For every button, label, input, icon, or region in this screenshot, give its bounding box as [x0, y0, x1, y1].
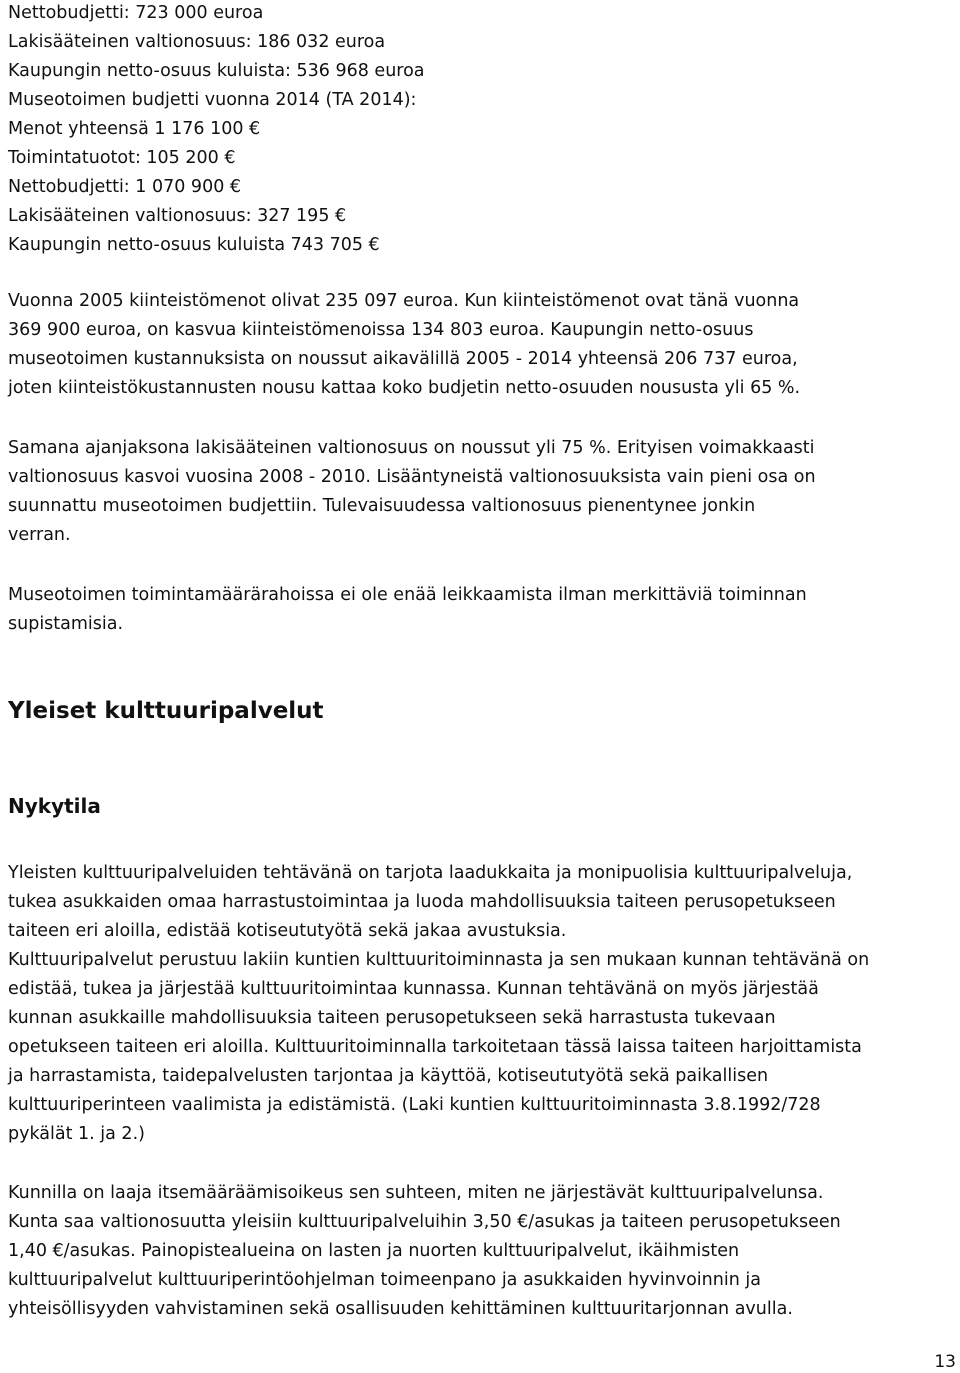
budget-line: Toimintatuotot: 105 200 € [8, 148, 236, 168]
budget-line: Menot yhteensä 1 176 100 € [8, 119, 261, 139]
paragraph-line: verran. [8, 525, 71, 545]
paragraph-line: joten kiinteistökustannusten nousu kattaa koko budjetin netto-osuuden noususta yli 65 %. [8, 378, 801, 398]
paragraph-line: Samana ajanjaksona lakisääteinen valtionosuus on noussut yli 75 %. Erityisen voimakkaasti [8, 438, 815, 458]
paragraph-line: kunnan asukkaille mahdollisuuksia taiteen perusopetukseen sekä harrastusta tukevaan [8, 1008, 776, 1028]
paragraph-line: Kulttuuripalvelut perustuu lakiin kuntien kulttuuritoiminnasta ja sen mukaan kunnan tehtävänä on [8, 950, 870, 970]
budget-line: Lakisääteinen valtionosuus: 327 195 € [8, 206, 347, 226]
paragraph-line: Museotoimen toimintamäärärahoissa ei ole enää leikkaamista ilman merkittäviä toiminnan [8, 585, 807, 605]
budget-line: Nettobudjetti: 723 000 euroa [8, 3, 264, 23]
paragraph-line: yhteisöllisyyden vahvistaminen sekä osallisuuden kehittäminen kulttuuritarjonnan avulla. [8, 1299, 793, 1319]
paragraph-line: kulttuuriperinteen vaalimista ja edistämistä. (Laki kuntien kulttuuritoiminnasta 3.8.1992/728 [8, 1095, 821, 1115]
paragraph-line: kulttuuripalvelut kulttuuriperintöohjelman toimeenpano ja asukkaiden hyvinvoinnin ja [8, 1270, 761, 1290]
paragraph-line: opetukseen taiteen eri aloilla. Kulttuuritoiminnalla tarkoitetaan tässä laissa taiteen harjoittamista [8, 1037, 862, 1057]
section-heading: Yleiset kulttuuripalvelut [8, 698, 324, 724]
budget-line: Museotoimen budjetti vuonna 2014 (TA 2014): [8, 90, 417, 110]
budget-line: Nettobudjetti: 1 070 900 € [8, 177, 242, 197]
paragraph-line: ja harrastamista, taidepalvelusten tarjontaa ja käyttöä, kotiseututyötä sekä paikallisen [8, 1066, 769, 1086]
page-number: 13 [934, 1352, 956, 1372]
budget-line: Kaupungin netto-osuus kuluista: 536 968 euroa [8, 61, 425, 81]
budget-line: Kaupungin netto-osuus kuluista 743 705 € [8, 235, 380, 255]
paragraph-line: tukea asukkaiden omaa harrastustoimintaa ja luoda mahdollisuuksia taiteen perusopetukseen [8, 892, 836, 912]
paragraph-line: museotoimen kustannuksista on noussut aikavälillä 2005 - 2014 yhteensä 206 737 euroa, [8, 349, 798, 369]
paragraph-line: Vuonna 2005 kiinteistömenot olivat 235 097 euroa. Kun kiinteistömenot ovat tänä vuonna [8, 291, 800, 311]
paragraph-line: Yleisten kulttuuripalveluiden tehtävänä on tarjota laadukkaita ja monipuolisia kulttuuripalveluja, [8, 863, 853, 883]
paragraph-line: valtionosuus kasvoi vuosina 2008 - 2010. Lisääntyneistä valtionosuuksista vain pieni osa on [8, 467, 816, 487]
paragraph-line: taiteen eri aloilla, edistää kotiseututyötä sekä jakaa avustuksia. [8, 921, 567, 941]
paragraph-line: suunnattu museotoimen budjettiin. Tulevaisuudessa valtionosuus pienentynee jonkin [8, 496, 756, 516]
paragraph-line: edistää, tukea ja järjestää kulttuuritoimintaa kunnassa. Kunnan tehtävänä on myös järjestää [8, 979, 819, 999]
paragraph-line: Kunnilla on laaja itsemääräämisoikeus sen suhteen, miten ne järjestävät kulttuuripalvelunsa. [8, 1183, 824, 1203]
paragraph-line: 1,40 €/asukas. Painopistealueina on lasten ja nuorten kulttuuripalvelut, ikäihmisten [8, 1241, 740, 1261]
paragraph-line: pykälät 1. ja 2.) [8, 1124, 145, 1144]
budget-line: Lakisääteinen valtionosuus: 186 032 euroa [8, 32, 386, 52]
paragraph-line: Kunta saa valtionosuutta yleisiin kulttuuripalveluihin 3,50 €/asukas ja taiteen perusopetukseen [8, 1212, 841, 1232]
paragraph-line: 369 900 euroa, on kasvua kiinteistömenoissa 134 803 euroa. Kaupungin netto-osuus [8, 320, 754, 340]
paragraph-line: supistamisia. [8, 614, 124, 634]
section-subheading: Nykytila [8, 794, 101, 818]
